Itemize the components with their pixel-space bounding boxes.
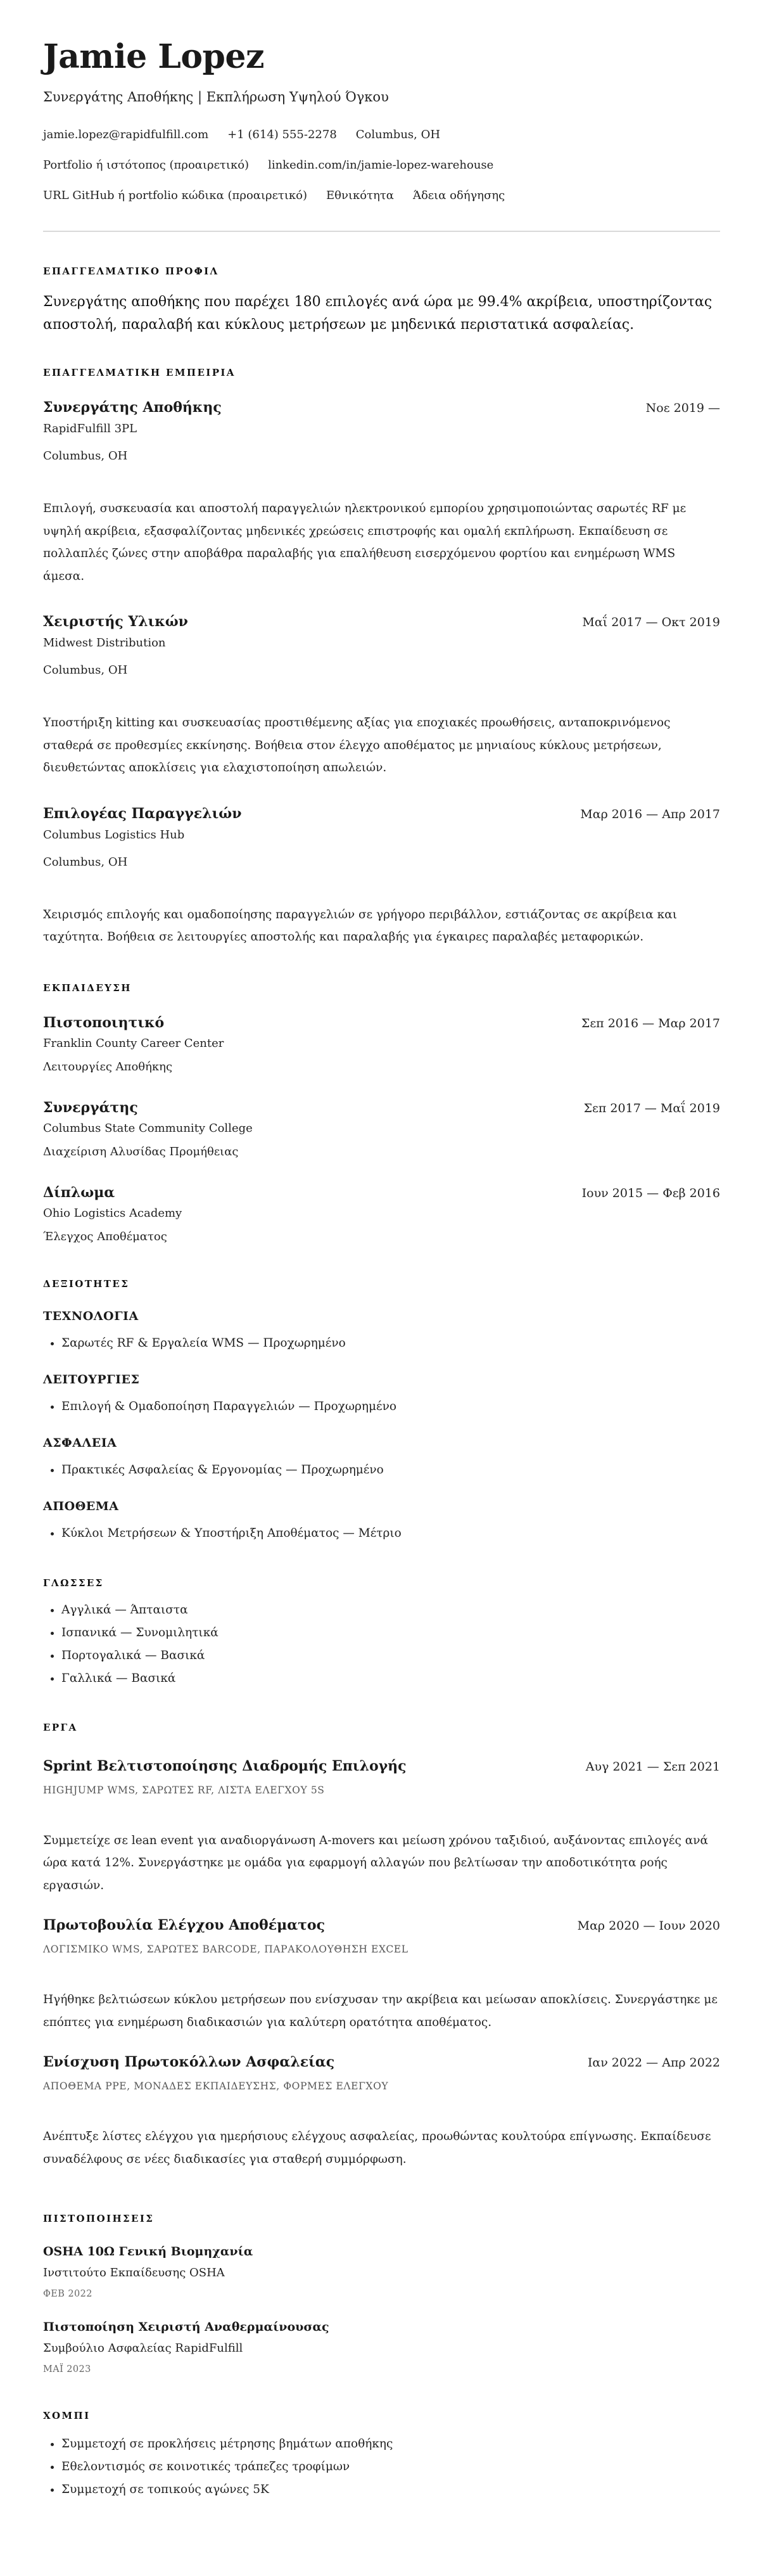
education-entry — [43, 1098, 720, 1162]
hobby-item: • Εθελοντισμός σε κοινοτικές τράπεζες τροφίμων — [61, 2456, 720, 2478]
field-of-study: Διαχείριση Αλυσίδας Προμήθειας — [43, 1144, 239, 1158]
project-description: Συμμετείχε σε lean event για αναδιοργάνωση A-movers και μείωση χρόνου ταξιδιού, αυξάνοντας επιλογές ανά ώρα κατά 12%. Συνεργάστηκε με ομάδα για εφαρμογή αλλαγών που βελτίωσαν την αποδοτικότητα ροής εργασιών. — [43, 1833, 708, 1892]
language-item: • Γαλλικά — Βασικά — [61, 1667, 720, 1690]
education-section — [43, 982, 720, 1246]
job-title: Χειριστής Υλικών — [43, 613, 188, 630]
school: Columbus State Community College — [43, 1121, 253, 1135]
contact-row — [43, 156, 720, 175]
skill-list — [43, 1459, 720, 1482]
job-title: Επιλογέας Παραγγελιών — [43, 805, 242, 822]
degree: Πιστοποιητικό — [43, 1014, 165, 1031]
linkedin-link[interactable]: linkedin.com/in/jamie-lopez-warehouse — [268, 158, 494, 172]
email-link[interactable]: jamie.lopez@rapidfulfill.com — [43, 128, 209, 141]
experience-section — [43, 366, 720, 949]
education-entry — [43, 1013, 720, 1077]
profile-section — [43, 265, 720, 336]
field-of-study: Λειτουργίες Αποθήκης — [43, 1060, 173, 1073]
project-tech: ΑΠΟΘΕΜΑ PPE, ΜΟΝΑΔΕΣ ΕΚΠΑΙΔΕΥΣΗΣ, ΦΟΡΜΕΣ ΕΛΕΓΧΟΥ — [43, 2080, 389, 2092]
driving-license: Άδεια οδήγησης — [412, 189, 505, 202]
github-link[interactable]: URL GitHub ή portfolio κώδικα (προαιρετικό) — [43, 189, 308, 202]
degree: Συνεργάτης — [43, 1099, 138, 1116]
job-location: Columbus, OH — [43, 855, 128, 869]
language-item: • Πορτογαλικά — Βασικά — [61, 1644, 720, 1667]
skill-item: • Σαρωτές RF & Εργαλεία WMS — Προχωρημένο — [61, 1332, 720, 1355]
education-dates: Ιουν 2015 — Φεβ 2016 — [581, 1186, 720, 1200]
degree: Δίπλωμα — [43, 1184, 115, 1201]
language-item: • Ισπανικά — Συνομιλητικά — [61, 1622, 720, 1644]
education-dates: Σεπ 2016 — Μαρ 2017 — [581, 1016, 720, 1030]
certification-title: OSHA 10Ω Γενική Βιομηχανία — [43, 2245, 253, 2259]
education-dates: Σεπ 2017 — Μαΐ 2019 — [583, 1101, 720, 1115]
job-company: Columbus Logistics Hub — [43, 828, 185, 842]
skill-list — [43, 1395, 720, 1418]
education-entry — [43, 1183, 720, 1246]
certification-entry — [43, 2318, 720, 2376]
skills-section — [43, 1278, 720, 1545]
job-location: Columbus, OH — [43, 663, 128, 677]
project-entry — [43, 2053, 720, 2170]
nationality: Εθνικότητα — [326, 189, 394, 202]
job-location: Columbus, OH — [43, 449, 128, 463]
job-company: Midwest Distribution — [43, 636, 166, 650]
languages-section — [43, 1577, 720, 1690]
skill-category: ΤΕΧΝΟΛΟΓΙΑ — [43, 1309, 139, 1323]
project-entry — [43, 1757, 720, 1897]
skill-category: ΑΠΟΘΕΜΑ — [43, 1499, 119, 1513]
section-heading: ΓΛΩΣΣΕΣ — [43, 1577, 104, 1589]
profile-summary: Συνεργάτης αποθήκης που παρέχει 180 επιλογές ανά ώρα με 99.4% ακρίβεια, υποστηρίζοντας αποστολή, παραλαβή και κύκλους μετρήσεων με μηδενικά περιστατικά ασφαλείας. — [43, 294, 712, 333]
hobby-item: • Συμμετοχή σε τοπικούς αγώνες 5K — [61, 2478, 720, 2501]
job-description: Υποστήριξη kitting και συσκευασίας προστιθέμενης αξίας για εποχιακές προωθήσεις, ανταποκρινόμενος σταθερά σε προθεσμίες εκκίνησης. Βοήθεια στον έλεγχο αποθέματος με μηνιαίους κύκλους μετρήσεων, διευθετώντας αποκλίσεις για ελαχιστοποίηση απωλειών. — [43, 716, 671, 774]
skill-list — [43, 1522, 720, 1545]
candidate-name: Jamie Lopez — [43, 37, 264, 76]
school: Ohio Logistics Academy — [43, 1206, 182, 1220]
certification-issuer: Ινστιτούτο Εκπαίδευσης OSHA — [43, 2266, 225, 2279]
language-item: • Αγγλικά — Άπταιστα — [61, 1599, 720, 1622]
certification-title: Πιστοποίηση Χειριστή Αναθερμαίνουσας — [43, 2320, 329, 2334]
project-description: Ηγήθηκε βελτιώσεων κύκλου μετρήσεων που ενίσχυσαν την ακρίβεια και μείωσαν αποκλίσεις. Συνεργάστηκε με επόπτες για ενημέρωση διαδικασιών για καλύτερη ορατότητα αποθέματος. — [43, 1993, 718, 2029]
job-dates: Μαΐ 2017 — Οκτ 2019 — [582, 615, 720, 629]
section-heading: ΠΙΣΤΟΠΟΙΗΣΕΙΣ — [43, 2213, 155, 2224]
skill-item: • Κύκλοι Μετρήσεων & Υποστήριξη Αποθέματος — Μέτριο — [61, 1522, 720, 1545]
certification-entry — [43, 2243, 720, 2301]
certification-date: ΦΕΒ 2022 — [43, 2289, 92, 2299]
phone: +1 (614) 555-2278 — [227, 128, 337, 141]
job-company: RapidFulfill 3PL — [43, 422, 137, 435]
language-list — [43, 1599, 720, 1690]
certification-date: ΜΑΪ 2023 — [43, 2364, 91, 2374]
headline: Συνεργάτης Αποθήκης | Εκπλήρωση Υψηλού Όγκου — [43, 89, 389, 105]
project-tech: HIGHJUMP WMS, ΣΑΡΩΤΕΣ RF, ΛΙΣΤΑ ΕΛΕΓΧΟΥ 5S — [43, 1784, 325, 1796]
project-title: Sprint Βελτιστοποίησης Διαδρομής Επιλογής — [43, 1757, 407, 1774]
project-title: Ενίσχυση Πρωτοκόλλων Ασφαλείας — [43, 2054, 335, 2070]
skill-list — [43, 1332, 720, 1355]
header-divider — [43, 231, 720, 232]
section-heading: ΔΕΞΙΟΤΗΤΕΣ — [43, 1278, 130, 1290]
project-entry — [43, 1916, 720, 2034]
skill-item: • Επιλογή & Ομαδοποίηση Παραγγελιών — Προχωρημένο — [61, 1395, 720, 1418]
project-tech: ΛΟΓΙΣΜΙΚΟ WMS, ΣΑΡΩΤΕΣ BARCODE, ΠΑΡΑΚΟΛΟΥΘΗΣΗ EXCEL — [43, 1944, 408, 1955]
certifications-section — [43, 2212, 720, 2376]
section-heading: ΧΟΜΠΙ — [43, 2410, 91, 2421]
job-description: Χειρισμός επιλογής και ομαδοποίησης παραγγελιών σε γρήγορο περιβάλλον, εστιάζοντας σε ακρίβεια και ταχύτητα. Βοήθεια σε λειτουργίες αποστολής και παραλαβής για έγκαιρες παραλαβές μεταφορικών. — [43, 907, 677, 944]
job-dates: Μαρ 2016 — Απρ 2017 — [580, 807, 720, 821]
hobby-item: • Συμμετοχή σε προκλήσεις μέτρησης βημάτων αποθήκης — [61, 2433, 720, 2456]
section-heading: ΕΠΑΓΓΕΛΜΑΤΙΚΟ ΠΡΟΦΙΛ — [43, 266, 219, 277]
job-entry — [43, 612, 720, 779]
job-description: Επιλογή, συσκευασία και αποστολή παραγγελιών ηλεκτρονικού εμπορίου χρησιμοποιώντας σαρωτές RF με υψηλή ακρίβεια, εξασφαλίζοντας μηδενικές χρεώσεις επιστροφής και ομαλή εκπλήρωση. Εκπαίδευση σε πολλαπλές ζώνες στην αποβάθρα παραλαβής για επαλήθευση εισερχόμενου φορτίου και ενημέρωση WMS άμεσα. — [43, 502, 687, 583]
skill-category: ΛΕΙΤΟΥΡΓΙΕΣ — [43, 1372, 140, 1387]
job-dates: Νοε 2019 — — [645, 401, 720, 415]
job-entry — [43, 398, 720, 587]
portfolio-link[interactable]: Portfolio ή ιστότοπος (προαιρετικό) — [43, 158, 250, 172]
hobbies-section — [43, 2409, 720, 2501]
skill-category: ΑΣΦΑΛΕΙΑ — [43, 1435, 117, 1450]
skill-item: • Πρακτικές Ασφαλείας & Εργονομίας — Προχωρημένο — [61, 1459, 720, 1482]
project-description: Ανέπτυξε λίστες ελέγχου για ημερήσιους ελέγχους ασφαλείας, προωθώντας κουλτούρα επίγνωσης. Εκπαίδευσε συναδέλφους σε νέες διαδικασίες για σταθερή συμμόρφωση. — [43, 2130, 711, 2166]
project-title: Πρωτοβουλία Ελέγχου Αποθέματος — [43, 1917, 325, 1933]
project-dates: Αυγ 2021 — Σεπ 2021 — [585, 1759, 720, 1774]
job-entry — [43, 804, 720, 949]
resume-page — [43, 0, 720, 2501]
resume-header — [43, 37, 720, 205]
school: Franklin County Career Center — [43, 1036, 224, 1050]
contact-row — [43, 186, 720, 205]
projects-section — [43, 1721, 720, 2171]
location: Columbus, OH — [355, 128, 441, 141]
contact-row — [43, 125, 720, 144]
section-heading: ΕΡΓΑ — [43, 1721, 78, 1733]
section-heading: ΕΚΠΑΙΔΕΥΣΗ — [43, 982, 132, 994]
field-of-study: Έλεγχος Αποθέματος — [43, 1229, 167, 1243]
project-dates: Ιαν 2022 — Απρ 2022 — [587, 2056, 720, 2070]
section-heading: ΕΠΑΓΓΕΛΜΑΤΙΚΗ ΕΜΠΕΙΡΙΑ — [43, 367, 236, 378]
project-dates: Μαρ 2020 — Ιουν 2020 — [577, 1919, 720, 1933]
certification-issuer: Συμβούλιο Ασφαλείας RapidFulfill — [43, 2342, 243, 2355]
hobby-list — [43, 2433, 720, 2501]
job-title: Συνεργάτης Αποθήκης — [43, 399, 222, 416]
